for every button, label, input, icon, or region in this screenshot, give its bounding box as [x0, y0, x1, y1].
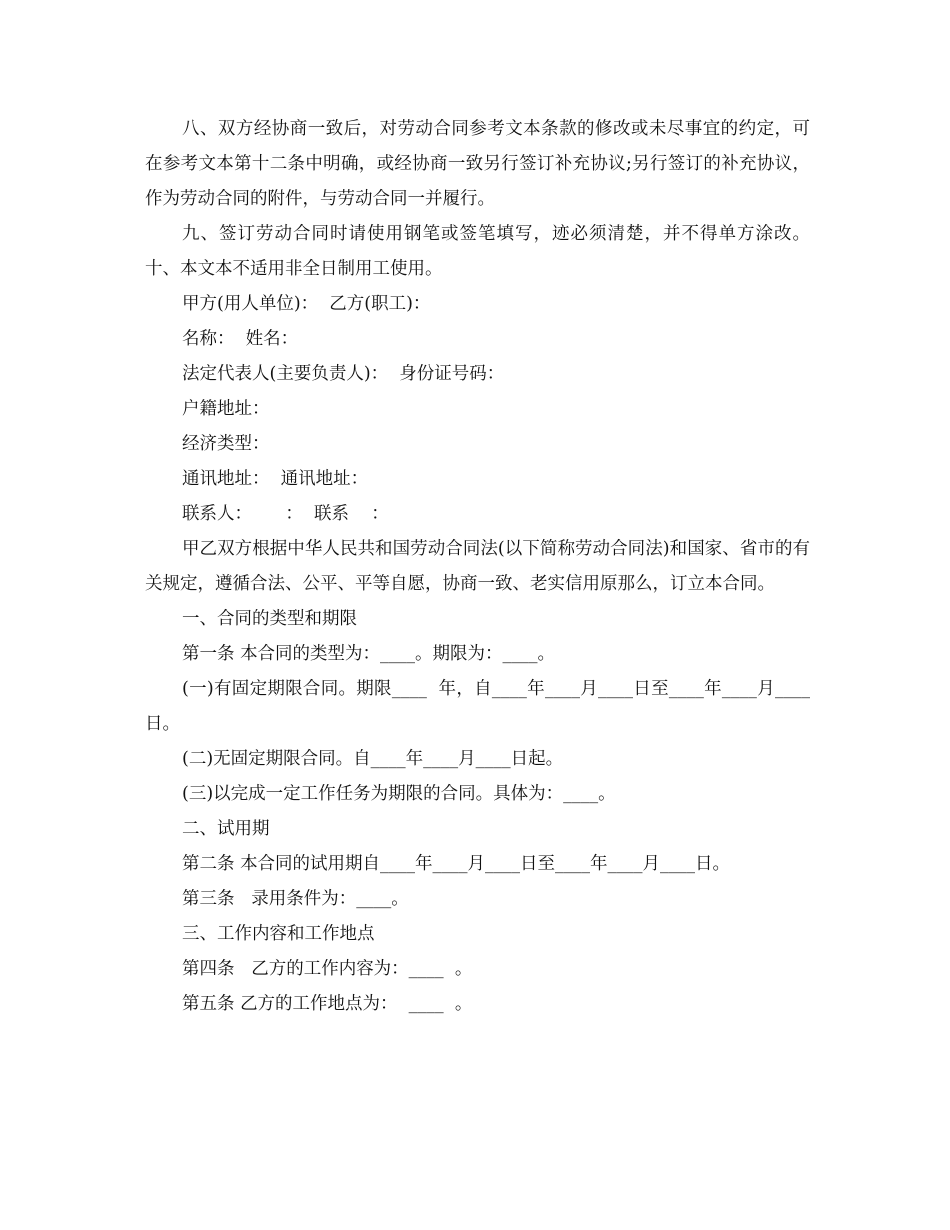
paragraph-clause-9-10: 九、签订劳动合同时请使用钢笔或签笔填写，迹必须清楚，并不得单方涂改。十、本文本不适用非全日制用工使用。	[145, 224, 810, 279]
paragraph-preamble: 甲乙双方根据中华人民共和国劳动合同法(以下简称劳动合同法)和国家、省市的有关规定，遵循合法、公平、平等自愿，协商一致、老实信用原那么，订立本合同。	[145, 539, 810, 594]
article-5: 第五条 乙方的工作地点为： ____ 。	[182, 994, 473, 1014]
economic-type-line: 经济类型：	[182, 434, 270, 454]
article-2: 第二条 本合同的试用期自____年____月____日至____年____月____日。	[182, 854, 731, 874]
legal-rep-id-line: 法定代表人(主要负责人)： 身份证号码：	[182, 364, 505, 384]
article-3: 第三条 录用条件为：____。	[182, 889, 409, 909]
contact-line: 联系人： ： 联系 ：	[182, 504, 389, 524]
name-line: 名称： 姓名：	[182, 329, 299, 349]
article-1-item-3: (三)以完成一定工作任务为期限的合同。具体为：____。	[182, 784, 616, 804]
party-a-party-b-line: 甲方(用人单位)： 乙方(职工)：	[182, 294, 431, 314]
article-1-item-1: (一)有固定期限合同。期限____ 年，自____年____月____日至____年____月____日。	[145, 679, 810, 734]
document-page	[145, 112, 810, 1022]
article-4: 第四条 乙方的工作内容为：____ 。	[182, 959, 473, 979]
section-heading-3: 三、工作内容和工作地点	[182, 924, 375, 944]
article-1: 第一条 本合同的类型为：____。期限为：____。	[182, 644, 556, 664]
paragraph-clause-8: 八、双方经协商一致后，对劳动合同参考文本条款的修改或未尽事宜的约定，可在参考文本第十二条中明确，或经协商一致另行签订补充协议;另行签订的补充协议，作为劳动合同的附件，与劳动合同一并履行。	[145, 119, 810, 209]
article-1-item-2: (二)无固定期限合同。自____年____月____日起。	[182, 749, 564, 769]
household-address-line: 户籍地址：	[182, 399, 270, 419]
section-heading-1: 一、合同的类型和期限	[182, 609, 357, 629]
section-heading-2: 二、试用期	[182, 819, 270, 839]
mailing-address-line: 通讯地址： 通讯地址：	[182, 469, 369, 489]
